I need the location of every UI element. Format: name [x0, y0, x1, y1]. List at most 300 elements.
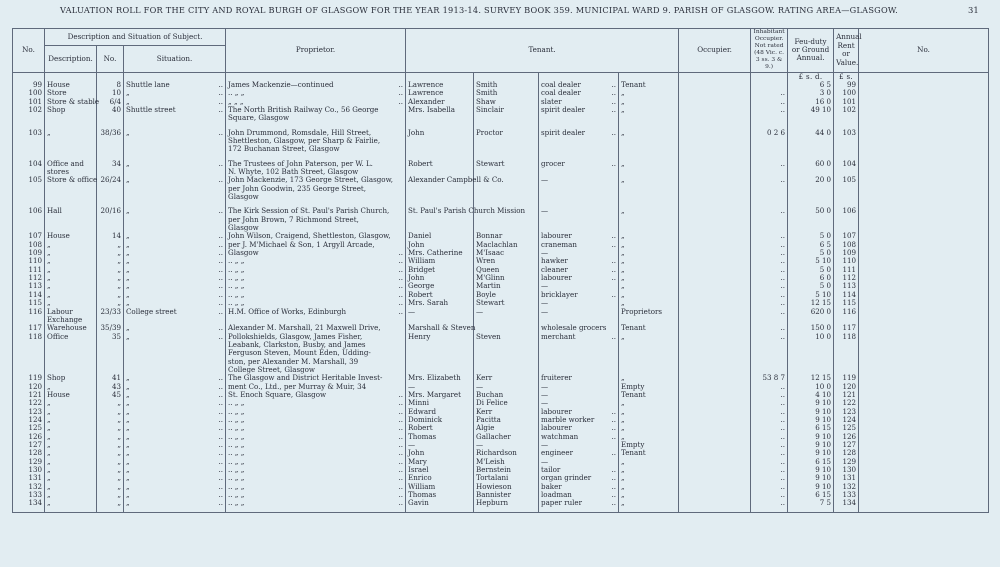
row-number-cell	[13, 129, 45, 137]
annual-rent-text: 5 10	[815, 289, 832, 299]
leader-dots: ..	[218, 298, 224, 308]
annual-rent-text: 5 10	[815, 256, 832, 266]
leader-dots: ..	[218, 440, 224, 449]
running-head	[0, 5, 1000, 19]
inhabitant-occupier-cell	[679, 308, 751, 316]
remarks-cell	[859, 224, 989, 232]
subject-number-text: „	[117, 414, 121, 424]
annual-rent-cell	[788, 160, 834, 168]
subject-number-text: „	[117, 490, 121, 500]
occupier-cell	[619, 224, 679, 232]
occupier-text: „	[621, 481, 625, 491]
remarks-cell	[859, 114, 989, 122]
feu-duty-cell	[751, 160, 788, 168]
leader-dots: ..	[218, 414, 224, 424]
situation-text: „	[126, 373, 130, 383]
situation-text: „	[126, 323, 130, 333]
subject-number-text: „	[117, 423, 121, 433]
proprietor-cell	[226, 308, 406, 316]
situation-text: „	[126, 398, 130, 408]
subject-number-cell	[97, 114, 124, 122]
situation-text: „	[126, 96, 130, 106]
leader-dots: ..	[780, 498, 786, 508]
proprietor-text: Pollokshields, Glasgow, James Fisher,	[228, 331, 363, 341]
tenant-first-name-text: John	[408, 273, 425, 283]
row-number-right-cell	[834, 129, 859, 137]
leader-dots: ..	[218, 389, 224, 399]
occupier-text: „	[621, 331, 625, 341]
situation-cell	[124, 324, 226, 332]
tenant-occupation-text: engineer	[541, 448, 573, 458]
situation-cell	[124, 358, 226, 366]
row-number-right-cell	[834, 185, 859, 193]
situation-cell	[124, 316, 226, 324]
feu-duty-text: 0 2 6	[767, 127, 786, 137]
page-number: 31	[968, 5, 979, 15]
description-text: „	[47, 423, 51, 433]
description-text: Office	[47, 331, 69, 341]
tenant-occupation-text: marble worker	[541, 414, 595, 424]
leader-dots: ..	[398, 298, 404, 308]
leader-dots: ..	[780, 465, 786, 475]
row-number-cell	[13, 185, 45, 193]
occupier-cell	[619, 308, 679, 316]
description-text: Shop	[47, 373, 66, 383]
annual-rent-cell	[788, 349, 834, 357]
tenant-first-name-cell	[406, 175, 504, 185]
row-number-right-text: 123	[842, 406, 857, 416]
leader-dots: ..	[398, 273, 404, 283]
description-cell	[45, 499, 97, 507]
col-proprietor-header: Proprietor.	[226, 29, 406, 73]
subject-number-cell	[97, 193, 124, 201]
inhabitant-occupier-cell	[679, 291, 751, 299]
leader-dots: ..	[218, 88, 224, 98]
subject-number-text: „	[117, 264, 121, 274]
tenant-first-name-text: William	[408, 256, 436, 266]
row-number-right-text: 100	[842, 88, 857, 98]
subject-number-text: „	[117, 289, 121, 299]
tenant-first-name-text: Bridget	[408, 264, 436, 274]
remarks-cell	[859, 249, 989, 257]
situation-cell	[124, 81, 226, 89]
subject-number-cell	[97, 499, 124, 507]
leader-dots: ..	[398, 88, 404, 98]
leader-dots: ..	[218, 104, 224, 114]
subject-number-text: „	[117, 498, 121, 508]
description-text: „	[47, 448, 51, 458]
occupier-cell	[619, 232, 679, 240]
proprietor-text: „ „ „	[228, 96, 244, 106]
annual-rent-cell	[788, 333, 834, 341]
leader-dots: ..	[780, 423, 786, 433]
subject-number-cell	[97, 129, 124, 137]
row-number-cell	[13, 193, 45, 201]
leader-dots: ..	[398, 256, 404, 266]
tenant-first-name-cell	[406, 433, 474, 441]
description-cell	[45, 358, 97, 366]
row-number-right-text: 129	[842, 456, 857, 466]
occupier-cell	[619, 241, 679, 249]
tenant-first-name-cell	[406, 499, 474, 507]
description-text: „	[47, 239, 51, 249]
proprietor-cell	[226, 466, 406, 474]
tenant-occupation-text: bricklayer	[541, 289, 578, 299]
leader-dots: ..	[780, 431, 786, 441]
remarks-cell	[859, 185, 989, 193]
subject-number-cell	[97, 358, 124, 366]
tenant-surname-text: —	[476, 440, 484, 449]
tenant-surname-text: M'Glinn	[476, 273, 505, 283]
leader-dots: ..	[398, 481, 404, 491]
tenant-occupation-text: hawker	[541, 256, 568, 266]
annual-rent-text: 20 0	[815, 175, 832, 185]
leader-dots: ..	[780, 481, 786, 491]
inhabitant-occupier-cell	[679, 207, 751, 215]
leader-dots: ..	[611, 406, 617, 416]
occupier-cell	[619, 168, 679, 176]
tenant-surname-cell	[474, 316, 539, 324]
description-cell	[45, 374, 97, 382]
tenant-occupation-text: —	[541, 298, 549, 308]
remarks-cell	[859, 193, 989, 201]
remarks-cell	[859, 98, 989, 106]
inhabitant-occupier-cell	[679, 349, 751, 357]
inhabitant-occupier-cell	[679, 249, 751, 257]
description-text: „	[47, 465, 51, 475]
annual-rent-text: 6 15	[815, 490, 832, 500]
tenant-occupation-text: —	[541, 175, 549, 185]
situation-text: Shuttle street	[126, 104, 176, 114]
remarks-cell	[859, 466, 989, 474]
proprietor-text: .. „ „	[228, 431, 245, 441]
subject-number-text: „	[117, 440, 121, 449]
tenant-surname-text: Bonnar	[476, 231, 503, 241]
row-number-text: 108	[28, 239, 42, 249]
tenant-surname-text: Smith	[476, 79, 498, 89]
proprietor-text: John Mackenzie, 173 George Street, Glasgow,	[228, 175, 394, 185]
description-text: „	[47, 273, 51, 283]
remarks-cell	[859, 416, 989, 424]
tenant-occupation-cell	[539, 449, 619, 457]
row-number-right-text: 110	[842, 256, 857, 266]
tenant-first-name-text: —	[408, 306, 416, 316]
description-cell	[45, 491, 97, 499]
situation-cell	[124, 433, 226, 441]
tenant-occupation-cell	[539, 160, 619, 168]
proprietor-text: Glasgow	[228, 192, 259, 202]
tenant-occupation-text: organ grinder	[541, 473, 592, 483]
annual-rent-cell	[788, 207, 834, 215]
tenant-first-name-text: Thomas	[408, 490, 437, 500]
occupier-text: „	[621, 298, 625, 308]
description-text: „	[47, 490, 51, 500]
row-number-right-text: 99	[847, 79, 857, 89]
proprietor-cell	[226, 416, 406, 424]
table-body	[13, 72, 989, 512]
occupier-text: Tenant	[621, 389, 646, 399]
situation-text: „	[126, 456, 130, 466]
leader-dots: ..	[611, 331, 617, 341]
subject-number-text: „	[117, 431, 121, 441]
feu-duty-cell	[751, 333, 788, 341]
leader-dots: ..	[780, 448, 786, 458]
remarks-cell	[859, 449, 989, 457]
leader-dots: ..	[218, 273, 224, 283]
tenant-first-name-text: Robert	[408, 158, 433, 168]
remarks-cell	[859, 89, 989, 97]
annual-rent-cell	[788, 193, 834, 201]
row-number-right-text: 131	[842, 473, 857, 483]
row-number-text: 132	[28, 481, 42, 491]
occupier-text: „	[621, 256, 625, 266]
occupier-cell	[619, 266, 679, 274]
leader-dots: ..	[398, 389, 404, 399]
occupier-cell	[619, 98, 679, 106]
row-number-text: 133	[28, 490, 42, 500]
annual-rent-text: 150 0	[810, 323, 832, 333]
proprietor-cell	[226, 249, 406, 257]
row-number-text: 113	[28, 281, 42, 291]
occupier-cell	[619, 282, 679, 290]
tenant-occupation-text: cleaner	[541, 264, 568, 274]
situation-text: „	[126, 473, 130, 483]
remarks-cell	[859, 408, 989, 416]
leader-dots: ..	[398, 248, 404, 258]
inhabitant-occupier-cell	[679, 358, 751, 366]
proprietor-text: Ferguson Steven, Mount Eden, Udding-	[228, 348, 371, 358]
leader-dots: ..	[611, 104, 617, 114]
inhabitant-occupier-cell	[679, 366, 751, 374]
annual-rent-text: 5 0	[819, 248, 832, 258]
row-number-text: 127	[28, 440, 42, 449]
situation-text: „	[126, 88, 130, 98]
occupier-text: „	[621, 498, 625, 508]
subject-number-cell	[97, 308, 124, 316]
proprietor-text: .. „ „	[228, 440, 245, 449]
leader-dots: ..	[780, 331, 786, 341]
tenant-first-name-cell	[406, 358, 474, 366]
leader-dots: ..	[780, 381, 786, 391]
col-subject-group-header: Description and Situation of Subject.	[45, 29, 226, 46]
feu-duty-text: 53 8 7	[762, 373, 786, 383]
row-number-right-text: 105	[842, 175, 857, 185]
leader-dots: ..	[611, 264, 617, 274]
leader-dots: ..	[780, 406, 786, 416]
leader-dots: ..	[780, 88, 786, 98]
occupier-cell	[619, 106, 679, 114]
remarks-cell	[859, 241, 989, 249]
row-number-text: 111	[28, 264, 42, 274]
description-text: Shop	[47, 104, 66, 114]
description-cell	[45, 145, 97, 153]
tenant-occupation-cell	[539, 129, 619, 137]
leader-dots: ..	[780, 273, 786, 283]
row-number-text: 119	[28, 373, 42, 383]
leader-dots: ..	[398, 79, 404, 89]
leader-dots: ..	[611, 88, 617, 98]
row-number-right-cell	[834, 358, 859, 366]
proprietor-cell	[226, 449, 406, 457]
tenant-first-name-cell	[406, 185, 474, 193]
annual-rent-cell	[788, 185, 834, 193]
inhabitant-occupier-cell	[679, 114, 751, 122]
row-number-text: 104	[28, 158, 42, 168]
row-number-cell	[13, 333, 45, 341]
occupier-cell	[619, 207, 679, 215]
occupier-cell	[619, 129, 679, 137]
occupier-text: Empty	[621, 440, 645, 449]
situation-cell	[124, 466, 226, 474]
situation-cell	[124, 137, 226, 145]
remarks-cell	[859, 291, 989, 299]
inhabitant-occupier-cell	[679, 483, 751, 491]
tenant-first-name-text: Gavin	[408, 498, 429, 508]
situation-text: „	[126, 465, 130, 475]
inhabitant-occupier-cell	[679, 274, 751, 282]
tenant-occupation-text: labourer	[541, 273, 572, 283]
remarks-cell	[859, 491, 989, 499]
tenant-surname-text: Bannister	[476, 490, 511, 500]
row-number-text: 121	[28, 389, 42, 399]
occupier-cell	[619, 449, 679, 457]
tenant-first-name-cell	[406, 145, 474, 153]
tenant-first-name-text: Marshall & Steven	[408, 323, 476, 333]
row-number-right-text: 132	[842, 481, 857, 491]
tenant-occupation-text: labourer	[541, 423, 572, 433]
description-cell	[45, 399, 97, 407]
subject-number-text: 10	[111, 88, 121, 98]
row-number-cell	[13, 176, 45, 184]
leader-dots: ..	[611, 465, 617, 475]
inhabitant-occupier-cell	[679, 383, 751, 391]
inhabitant-occupier-cell	[679, 81, 751, 89]
occupier-cell	[619, 185, 679, 193]
occupier-text: „	[621, 158, 625, 168]
table-row	[13, 308, 989, 316]
description-text: „	[47, 281, 51, 291]
remarks-cell	[859, 176, 989, 184]
situation-text: „	[126, 448, 130, 458]
description-cell	[45, 129, 97, 137]
tenant-occupation-cell	[539, 168, 619, 176]
row-number-right-text: 103	[842, 127, 857, 137]
description-text: „	[47, 414, 51, 424]
leader-dots: ..	[218, 289, 224, 299]
tenant-occupation-text: paper ruler	[541, 498, 583, 508]
situation-cell	[124, 483, 226, 491]
annual-rent-cell	[788, 216, 834, 224]
col-no2-header: No.	[859, 29, 989, 73]
subject-number-text: 20/16	[100, 206, 121, 216]
tenant-first-name-text: —	[408, 440, 416, 449]
tenant-occupation-cell	[539, 358, 619, 366]
leader-dots: ..	[780, 281, 786, 291]
description-text: „	[47, 406, 51, 416]
row-number-right-text: 122	[842, 398, 857, 408]
situation-text: „	[126, 490, 130, 500]
tenant-occupation-text: —	[541, 281, 549, 291]
tenant-first-name-cell	[406, 308, 474, 316]
situation-text: „	[126, 206, 130, 216]
remarks-cell	[859, 168, 989, 176]
feu-duty-cell	[751, 207, 788, 215]
tenant-first-name-text: Mrs. Sarah	[408, 298, 449, 308]
feu-duty-cell	[751, 185, 788, 193]
proprietor-text: 172 Buchanan Street, Glasgow	[228, 144, 340, 154]
leader-dots: ..	[611, 423, 617, 433]
leader-dots: ..	[780, 490, 786, 500]
occupier-cell	[619, 391, 679, 399]
leader-dots: ..	[398, 465, 404, 475]
proprietor-cell	[226, 441, 406, 449]
proprietor-text: St. Enoch Square, Glasgow	[228, 389, 327, 399]
tenant-surname-cell	[474, 145, 539, 153]
inhabitant-occupier-cell	[679, 408, 751, 416]
tenant-first-name-text: John	[408, 127, 425, 137]
tenant-first-name-cell	[406, 129, 474, 137]
row-number-right-text: 113	[842, 281, 857, 291]
situation-cell	[124, 185, 226, 193]
row-number-text: 125	[28, 423, 42, 433]
situation-text: „	[126, 406, 130, 416]
remarks-cell	[859, 106, 989, 114]
description-cell	[45, 483, 97, 491]
subject-number-text: „	[117, 273, 121, 283]
roll-title: VALUATION ROLL FOR THE CITY AND ROYAL BURGH OF GLASGOW FOR THE YEAR 1913-14. SURVEY BOOK 359. MUNICIPAL WARD 9. PARISH OF GLASGOW. RATING AREA—GLASGOW.	[60, 5, 899, 15]
tenant-surname-text: Buchan	[476, 389, 504, 399]
subject-number-text: „	[117, 256, 121, 266]
situation-cell	[124, 416, 226, 424]
table-row	[13, 129, 989, 137]
proprietor-text: .. „ „	[228, 423, 245, 433]
row-number-cell	[13, 216, 45, 224]
description-cell	[45, 274, 97, 282]
annual-rent-text: 7 5	[819, 498, 832, 508]
occupier-text: Tenant	[621, 79, 646, 89]
tenant-surname-text: Martin	[476, 281, 501, 291]
leader-dots: ..	[218, 398, 224, 408]
tenant-first-name-text: Thomas	[408, 431, 437, 441]
feu-duty-cell	[751, 308, 788, 316]
annual-rent-text: 44 0	[815, 127, 832, 137]
col-inhabitant-header: Inhabitant Occupier. Not rated (48 Vic. c. 3 ss. 3 & 9.)	[751, 29, 788, 73]
feu-money-head: £ s. d.	[788, 72, 834, 81]
situation-cell	[124, 106, 226, 114]
occupier-cell	[619, 416, 679, 424]
description-cell	[45, 391, 97, 399]
tenant-first-name-cell	[406, 216, 474, 224]
occupier-cell	[619, 491, 679, 499]
annual-rent-text: 12 15	[810, 373, 832, 383]
tenant-surname-text: Howieson	[476, 481, 512, 491]
description-cell	[45, 207, 97, 215]
proprietor-text: ston, per Alexander M. Marshall, 39	[228, 356, 359, 366]
situation-cell	[124, 449, 226, 457]
leader-dots: ..	[218, 431, 224, 441]
leader-dots: ..	[218, 239, 224, 249]
proprietor-text: .. „ „	[228, 414, 245, 424]
remarks-cell	[859, 137, 989, 145]
table-header	[13, 29, 989, 73]
situation-cell	[124, 216, 226, 224]
proprietor-cell	[226, 399, 406, 407]
subject-number-text: „	[117, 248, 121, 258]
row-number-right-text: 107	[842, 231, 857, 241]
description-text: Labour	[47, 306, 73, 316]
situation-text: „	[126, 498, 130, 508]
tenant-occupation-cell	[539, 185, 619, 193]
